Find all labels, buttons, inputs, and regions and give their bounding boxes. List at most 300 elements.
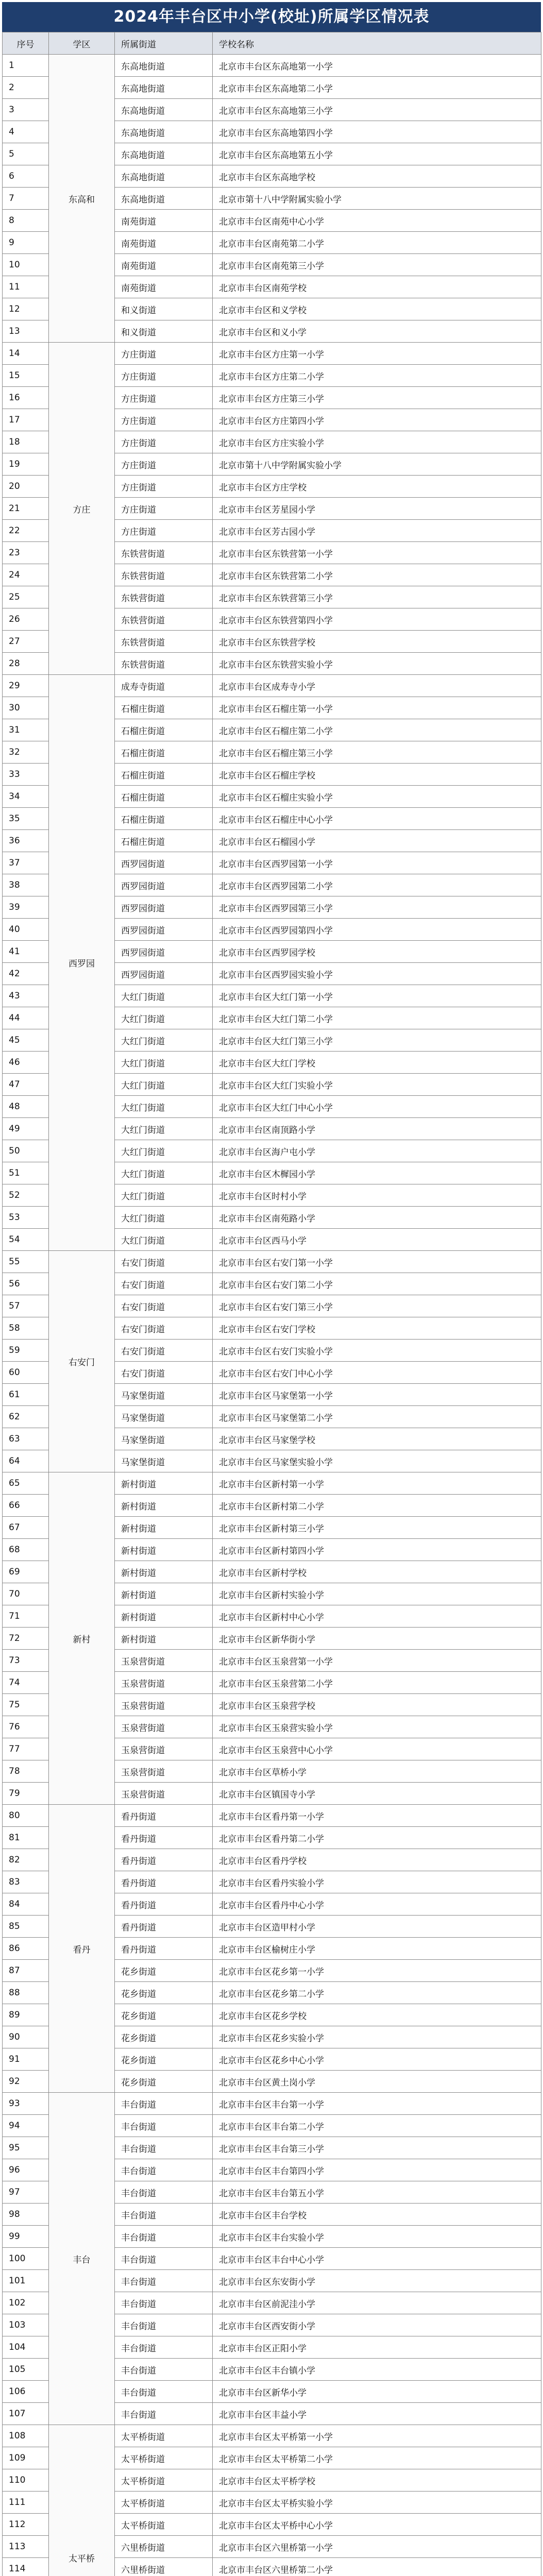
row-index: 36 [3,830,49,852]
row-index: 96 [3,2159,49,2181]
street-cell: 新村街道 [115,1539,213,1561]
school-cell: 北京市丰台区大红门第一小学 [213,985,541,1007]
school-cell: 北京市丰台区西罗园第三小学 [213,896,541,919]
row-index: 34 [3,786,49,808]
row-index: 49 [3,1118,49,1140]
table-row [3,1805,541,1827]
street-cell: 方庄街道 [115,498,213,520]
street-cell: 看丹街道 [115,1849,213,1871]
street-cell: 西罗园街道 [115,852,213,874]
row-index: 8 [3,210,49,232]
row-index: 52 [3,1184,49,1207]
street-cell: 丰台街道 [115,2248,213,2270]
school-cell: 北京市丰台区西罗园第四小学 [213,919,541,941]
school-cell: 北京市丰台区花乡实验小学 [213,2026,541,2048]
row-index: 4 [3,121,49,143]
street-cell: 东铁营街道 [115,564,213,586]
row-index: 44 [3,1007,49,1029]
row-index: 19 [3,453,49,476]
school-cell: 北京市丰台区花乡第一小学 [213,1960,541,1982]
row-index: 77 [3,1738,49,1760]
street-cell: 大红门街道 [115,1140,213,1162]
street-cell: 方庄街道 [115,387,213,409]
school-cell: 北京市丰台区新村学校 [213,1561,541,1583]
street-cell: 花乡街道 [115,2071,213,2093]
school-cell: 北京市丰台区海户屯小学 [213,1140,541,1162]
school-cell: 北京市丰台区右安门第三小学 [213,1295,541,1317]
row-index: 63 [3,1428,49,1450]
school-cell: 北京市丰台区玉泉营第二小学 [213,1672,541,1694]
school-cell: 北京市丰台区和义学校 [213,298,541,320]
school-cell: 北京市丰台区东高地学校 [213,165,541,188]
street-cell: 东铁营街道 [115,631,213,653]
row-index: 109 [3,2447,49,2469]
school-district-table [2,32,541,2576]
street-cell: 丰台街道 [115,2270,213,2292]
school-cell: 北京市丰台区前泥洼小学 [213,2292,541,2314]
school-cell: 北京市丰台区六里桥第二小学 [213,2558,541,2576]
street-cell: 六里桥街道 [115,2536,213,2558]
row-index: 76 [3,1716,49,1738]
school-cell: 北京市丰台区马家堡实验小学 [213,1450,541,1472]
row-index: 28 [3,653,49,675]
row-index: 31 [3,719,49,741]
row-index: 39 [3,896,49,919]
street-cell: 看丹街道 [115,1916,213,1938]
row-index: 41 [3,941,49,963]
district-cell: 新村 [49,1472,115,1805]
district-cell: 方庄 [49,343,115,675]
table-row [3,1472,541,1495]
street-cell: 东铁营街道 [115,653,213,675]
street-cell: 玉泉营街道 [115,1672,213,1694]
street-cell: 马家堡街道 [115,1384,213,1406]
school-cell: 北京市丰台区东铁营第四小学 [213,608,541,631]
row-index: 40 [3,919,49,941]
street-cell: 右安门街道 [115,1273,213,1295]
street-cell: 新村街道 [115,1517,213,1539]
school-cell: 北京市丰台区丰台第二小学 [213,2115,541,2137]
school-cell: 北京市丰台区西罗园学校 [213,941,541,963]
school-cell: 北京市丰台区方庄第四小学 [213,409,541,431]
street-cell: 石榴庄街道 [115,719,213,741]
school-cell: 北京市丰台区新华小学 [213,2381,541,2403]
street-cell: 新村街道 [115,1561,213,1583]
street-cell: 丰台街道 [115,2403,213,2425]
row-index: 46 [3,1052,49,1074]
school-cell: 北京市丰台区右安门学校 [213,1317,541,1340]
street-cell: 方庄街道 [115,453,213,476]
street-cell: 右安门街道 [115,1362,213,1384]
row-index: 33 [3,764,49,786]
street-cell: 东高地街道 [115,143,213,165]
school-cell: 北京市丰台区右安门第二小学 [213,1273,541,1295]
school-cell: 北京市丰台区时村小学 [213,1184,541,1207]
row-index: 50 [3,1140,49,1162]
school-cell: 北京市丰台区正阳小学 [213,2336,541,2359]
school-cell: 北京市丰台区方庄实验小学 [213,431,541,453]
school-cell: 北京市丰台区太平桥中心小学 [213,2514,541,2536]
row-index: 35 [3,808,49,830]
row-index: 20 [3,476,49,498]
street-cell: 石榴庄街道 [115,697,213,719]
street-cell: 西罗园街道 [115,919,213,941]
row-index: 43 [3,985,49,1007]
row-index: 69 [3,1561,49,1583]
street-cell: 丰台街道 [115,2359,213,2381]
street-cell: 方庄街道 [115,343,213,365]
street-cell: 丰台街道 [115,2093,213,2115]
row-index: 37 [3,852,49,874]
row-index: 11 [3,276,49,298]
street-cell: 大红门街道 [115,1007,213,1029]
street-cell: 东高地街道 [115,99,213,121]
table-body [3,55,541,2576]
school-cell: 北京市丰台区榆树庄小学 [213,1938,541,1960]
row-index: 101 [3,2270,49,2292]
row-index: 59 [3,1340,49,1362]
street-cell: 东铁营街道 [115,608,213,631]
school-cell: 北京市丰台区西安街小学 [213,2314,541,2336]
school-cell: 北京市丰台区丰益小学 [213,2403,541,2425]
row-index: 5 [3,143,49,165]
row-index: 94 [3,2115,49,2137]
street-cell: 和义街道 [115,298,213,320]
street-cell: 花乡街道 [115,2048,213,2071]
street-cell: 丰台街道 [115,2336,213,2359]
street-cell: 石榴庄街道 [115,786,213,808]
row-index: 110 [3,2469,49,2492]
school-cell: 北京市丰台区东高地第一小学 [213,55,541,77]
street-cell: 大红门街道 [115,1229,213,1251]
street-cell: 丰台街道 [115,2381,213,2403]
street-cell: 东高地街道 [115,121,213,143]
street-cell: 大红门街道 [115,1118,213,1140]
row-index: 85 [3,1916,49,1938]
street-cell: 南苑街道 [115,276,213,298]
row-index: 38 [3,874,49,896]
street-cell: 大红门街道 [115,1207,213,1229]
row-index: 16 [3,387,49,409]
school-cell: 北京市丰台区太平桥实验小学 [213,2492,541,2514]
table-row [3,2093,541,2115]
school-cell: 北京市丰台区芳古园小学 [213,520,541,542]
street-cell: 大红门街道 [115,1096,213,1118]
street-cell: 方庄街道 [115,409,213,431]
district-cell: 丰台 [49,2093,115,2425]
street-cell: 方庄街道 [115,476,213,498]
school-cell: 北京市丰台区丰台镇小学 [213,2359,541,2381]
school-cell: 北京市丰台区花乡学校 [213,2004,541,2026]
row-index: 100 [3,2248,49,2270]
street-cell: 西罗园街道 [115,941,213,963]
school-cell: 北京市丰台区石榴园小学 [213,830,541,852]
header-school: 学校名称 [213,32,541,55]
row-index: 73 [3,1650,49,1672]
school-cell: 北京市丰台区马家堡学校 [213,1428,541,1450]
street-cell: 玉泉营街道 [115,1694,213,1716]
school-cell: 北京市丰台区大红门中心小学 [213,1096,541,1118]
street-cell: 花乡街道 [115,1960,213,1982]
school-cell: 北京市丰台区成寿寺小学 [213,675,541,697]
row-index: 42 [3,963,49,985]
school-cell: 北京市丰台区丰台中心小学 [213,2248,541,2270]
street-cell: 玉泉营街道 [115,1783,213,1805]
row-index: 91 [3,2048,49,2071]
row-index: 32 [3,741,49,764]
district-cell: 看丹 [49,1805,115,2093]
school-cell: 北京市丰台区西罗园第二小学 [213,874,541,896]
header-index: 序号 [3,32,49,55]
row-index: 92 [3,2071,49,2093]
row-index: 79 [3,1783,49,1805]
row-index: 13 [3,320,49,343]
street-cell: 新村街道 [115,1583,213,1605]
school-cell: 北京市丰台区看丹学校 [213,1849,541,1871]
row-index: 26 [3,608,49,631]
row-index: 97 [3,2181,49,2204]
row-index: 93 [3,2093,49,2115]
row-index: 111 [3,2492,49,2514]
school-cell: 北京市丰台区新华街小学 [213,1628,541,1650]
school-cell: 北京市丰台区芳星园小学 [213,498,541,520]
school-cell: 北京市丰台区丰台第五小学 [213,2181,541,2204]
school-cell: 北京市丰台区石榴庄中心小学 [213,808,541,830]
school-cell: 北京市丰台区南苑第三小学 [213,254,541,276]
school-cell: 北京市丰台区石榴庄实验小学 [213,786,541,808]
street-cell: 花乡街道 [115,2004,213,2026]
header-district: 学区 [49,32,115,55]
school-cell: 北京市丰台区方庄第三小学 [213,387,541,409]
school-cell: 北京市丰台区右安门中心小学 [213,1362,541,1384]
street-cell: 大红门街道 [115,985,213,1007]
row-index: 53 [3,1207,49,1229]
school-cell: 北京市丰台区东铁营第一小学 [213,542,541,564]
row-index: 3 [3,99,49,121]
table-row [3,55,541,77]
school-cell: 北京市丰台区右安门第一小学 [213,1251,541,1273]
school-cell: 北京市丰台区丰台第四小学 [213,2159,541,2181]
street-cell: 东高地街道 [115,77,213,99]
street-cell: 右安门街道 [115,1317,213,1340]
street-cell: 方庄街道 [115,520,213,542]
row-index: 29 [3,675,49,697]
row-index: 74 [3,1672,49,1694]
street-cell: 新村街道 [115,1472,213,1495]
street-cell: 马家堡街道 [115,1406,213,1428]
street-cell: 石榴庄街道 [115,741,213,764]
district-cell: 太平桥 [49,2425,115,2576]
row-index: 67 [3,1517,49,1539]
row-index: 82 [3,1849,49,1871]
school-cell: 北京市丰台区草桥小学 [213,1760,541,1783]
school-cell: 北京市丰台区大红门第二小学 [213,1007,541,1029]
street-cell: 丰台街道 [115,2159,213,2181]
street-cell: 花乡街道 [115,1982,213,2004]
school-cell: 北京市丰台区丰台第三小学 [213,2137,541,2159]
street-cell: 太平桥街道 [115,2425,213,2447]
row-index: 84 [3,1893,49,1916]
school-cell: 北京市丰台区新村第二小学 [213,1495,541,1517]
school-cell: 北京市丰台区东铁营第三小学 [213,586,541,608]
row-index: 112 [3,2514,49,2536]
district-cell: 西罗园 [49,675,115,1251]
street-cell: 太平桥街道 [115,2469,213,2492]
school-cell: 北京市丰台区南苑路小学 [213,1207,541,1229]
school-cell: 北京市丰台区大红门实验小学 [213,1074,541,1096]
street-cell: 方庄街道 [115,365,213,387]
school-cell: 北京市丰台区西马小学 [213,1229,541,1251]
street-cell: 石榴庄街道 [115,764,213,786]
row-index: 114 [3,2558,49,2576]
row-index: 1 [3,55,49,77]
header-street: 所属街道 [115,32,213,55]
street-cell: 六里桥街道 [115,2558,213,2576]
street-cell: 玉泉营街道 [115,1738,213,1760]
table-frame [2,2,541,2576]
row-index: 86 [3,1938,49,1960]
row-index: 48 [3,1096,49,1118]
school-cell: 北京市丰台区东高地第四小学 [213,121,541,143]
street-cell: 看丹街道 [115,1805,213,1827]
street-cell: 石榴庄街道 [115,808,213,830]
school-cell: 北京市丰台区方庄学校 [213,476,541,498]
school-cell: 北京市丰台区玉泉营中心小学 [213,1738,541,1760]
row-index: 98 [3,2204,49,2226]
row-index: 10 [3,254,49,276]
row-index: 17 [3,409,49,431]
row-index: 83 [3,1871,49,1893]
table-row [3,675,541,697]
row-index: 68 [3,1539,49,1561]
school-cell: 北京市丰台区大红门学校 [213,1052,541,1074]
street-cell: 东高地街道 [115,55,213,77]
street-cell: 南苑街道 [115,254,213,276]
school-cell: 北京市丰台区太平桥第二小学 [213,2447,541,2469]
school-cell: 北京市丰台区看丹中心小学 [213,1893,541,1916]
school-cell: 北京市丰台区太平桥学校 [213,2469,541,2492]
row-index: 2 [3,77,49,99]
street-cell: 西罗园街道 [115,896,213,919]
row-index: 64 [3,1450,49,1472]
street-cell: 丰台街道 [115,2314,213,2336]
school-cell: 北京市丰台区石榴庄第一小学 [213,697,541,719]
row-index: 30 [3,697,49,719]
street-cell: 丰台街道 [115,2226,213,2248]
street-cell: 看丹街道 [115,1871,213,1893]
row-index: 54 [3,1229,49,1251]
school-cell: 北京市丰台区右安门实验小学 [213,1340,541,1362]
row-index: 47 [3,1074,49,1096]
street-cell: 玉泉营街道 [115,1716,213,1738]
row-index: 18 [3,431,49,453]
row-index: 87 [3,1960,49,1982]
row-index: 66 [3,1495,49,1517]
street-cell: 马家堡街道 [115,1450,213,1472]
street-cell: 右安门街道 [115,1340,213,1362]
row-index: 70 [3,1583,49,1605]
row-index: 89 [3,2004,49,2026]
street-cell: 成寿寺街道 [115,675,213,697]
street-cell: 太平桥街道 [115,2492,213,2514]
row-index: 56 [3,1273,49,1295]
street-cell: 大红门街道 [115,1052,213,1074]
street-cell: 大红门街道 [115,1184,213,1207]
street-cell: 丰台街道 [115,2115,213,2137]
row-index: 81 [3,1827,49,1849]
school-cell: 北京市丰台区南顶路小学 [213,1118,541,1140]
school-cell: 北京市丰台区六里桥第一小学 [213,2536,541,2558]
row-index: 12 [3,298,49,320]
street-cell: 大红门街道 [115,1029,213,1052]
school-cell: 北京市丰台区石榴庄学校 [213,764,541,786]
street-cell: 右安门街道 [115,1251,213,1273]
row-index: 51 [3,1162,49,1184]
row-index: 107 [3,2403,49,2425]
street-cell: 石榴庄街道 [115,830,213,852]
street-cell: 大红门街道 [115,1162,213,1184]
row-index: 24 [3,564,49,586]
row-index: 95 [3,2137,49,2159]
table-row [3,343,541,365]
district-cell: 东高和 [49,55,115,343]
school-cell: 北京市丰台区东高地第五小学 [213,143,541,165]
table-row [3,1251,541,1273]
row-index: 27 [3,631,49,653]
row-index: 80 [3,1805,49,1827]
street-cell: 丰台街道 [115,2204,213,2226]
row-index: 55 [3,1251,49,1273]
school-cell: 北京市丰台区石榴庄第三小学 [213,741,541,764]
street-cell: 右安门街道 [115,1295,213,1317]
row-index: 6 [3,165,49,188]
row-index: 9 [3,232,49,254]
row-index: 72 [3,1628,49,1650]
school-cell: 北京市丰台区看丹第二小学 [213,1827,541,1849]
row-index: 15 [3,365,49,387]
street-cell: 看丹街道 [115,1938,213,1960]
school-cell: 北京市丰台区东铁营第二小学 [213,564,541,586]
row-index: 25 [3,586,49,608]
school-cell: 北京市丰台区东高地第三小学 [213,99,541,121]
row-index: 58 [3,1317,49,1340]
row-index: 65 [3,1472,49,1495]
school-cell: 北京市丰台区花乡中心小学 [213,2048,541,2071]
district-cell: 右安门 [49,1251,115,1472]
school-cell: 北京市丰台区新村实验小学 [213,1583,541,1605]
school-cell: 北京市丰台区黄土岗小学 [213,2071,541,2093]
school-cell: 北京市丰台区石榴庄第二小学 [213,719,541,741]
school-cell: 北京市丰台区新村第四小学 [213,1539,541,1561]
header-row [3,32,541,55]
row-index: 22 [3,520,49,542]
school-cell: 北京市第十八中学附属实验小学 [213,188,541,210]
street-cell: 太平桥街道 [115,2447,213,2469]
street-cell: 东铁营街道 [115,586,213,608]
school-cell: 北京市丰台区太平桥第一小学 [213,2425,541,2447]
street-cell: 南苑街道 [115,210,213,232]
row-index: 99 [3,2226,49,2248]
street-cell: 看丹街道 [115,1827,213,1849]
row-index: 113 [3,2536,49,2558]
school-cell: 北京市丰台区方庄第二小学 [213,365,541,387]
school-cell: 北京市丰台区玉泉营学校 [213,1694,541,1716]
row-index: 45 [3,1029,49,1052]
row-index: 75 [3,1694,49,1716]
school-cell: 北京市丰台区看丹实验小学 [213,1871,541,1893]
street-cell: 东铁营街道 [115,542,213,564]
school-cell: 北京市丰台区玉泉营第一小学 [213,1650,541,1672]
